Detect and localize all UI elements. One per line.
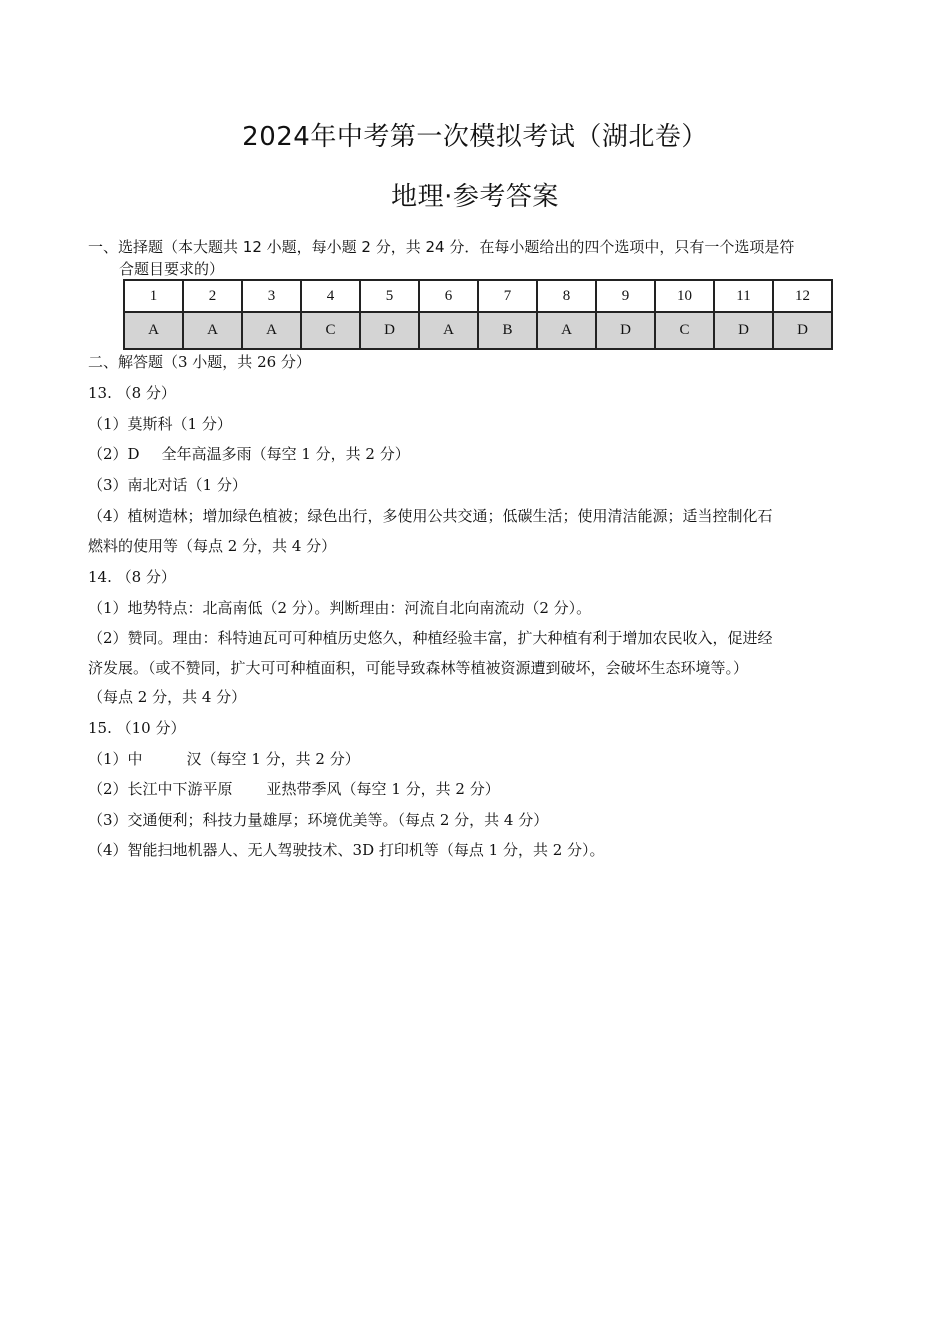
q14-answer-2-line1: （2）赞同。理由：科特迪瓦可可种植历史悠久，种植经验丰富，扩大种植有利于增加农民收入，促进经 [88,629,773,647]
q14-answer-2-line2: 济发展。（或不赞同，扩大可可种植面积，可能导致森林等植被资源遭到破坏，会破坏生态环境等。） [88,659,749,677]
question-number-cell: 8 [537,280,596,312]
answer-cell: A [242,312,301,349]
q15-heading: 15. （10 分） [88,719,186,737]
answer-cell: D [360,312,419,349]
answer-cell: D [773,312,832,349]
q15-answer-2 [88,778,500,799]
answer-cell: D [714,312,773,349]
question-number-cell: 10 [655,280,714,312]
question-number-cell: 4 [301,280,360,312]
answer-table-answer-row [124,312,832,349]
question-number-cell: 5 [360,280,419,312]
question-number-cell: 7 [478,280,537,312]
answer-table-number-row [124,280,832,312]
q14-answer-1: （1）地势特点：北高南低（2 分）。判断理由：河流自北向南流动（2 分）。 [88,599,592,617]
answer-cell: A [419,312,478,349]
answer-cell: C [655,312,714,349]
q13-answer-3: （3）南北对话（1 分） [88,476,247,494]
q15-answer-3: （3）交通便利；科技力量雄厚；环境优美等。（每点 2 分，共 4 分） [88,811,549,829]
answer-cell: B [478,312,537,349]
q15-answer-2-part1: （2）长江中下游平原 [88,780,233,798]
answer-cell: D [596,312,655,349]
q13-answer-4-line1: （4）植树造林；增加绿色植被；绿色出行，多使用公共交通；低碳生活；使用清洁能源；适当控制化石 [88,507,773,525]
section1-heading-line2: 合题目要求的） [119,260,225,278]
page-title: 2024年中考第一次模拟考试（湖北卷） [242,122,708,152]
q13-answer-1: （1）莫斯科（1 分） [88,415,232,433]
q15-answer-1-part1: （1）中 [88,750,143,768]
question-number-cell: 3 [242,280,301,312]
answer-table [123,279,833,350]
q13-answer-2-part2: 全年高温多雨（每空 1 分，共 2 分） [161,445,410,463]
q15-answer-4: （4）智能扫地机器人、无人驾驶技术、3D 打印机等（每点 1 分，共 2 分）。 [88,841,605,859]
answer-cell: A [124,312,183,349]
q15-answer-1 [88,748,360,769]
question-number-cell: 12 [773,280,832,312]
page-subtitle: 地理·参考答案 [391,182,559,212]
q13-answer-4-line2: 燃料的使用等（每点 2 分，共 4 分） [88,537,337,555]
q14-heading: 14. （8 分） [88,568,176,586]
q15-answer-2-part2: 亚热带季风（每空 1 分，共 2 分） [266,780,500,798]
q14-answer-2-line3: （每点 2 分，共 4 分） [88,688,247,706]
question-number-cell: 9 [596,280,655,312]
answer-cell: A [537,312,596,349]
q15-answer-1-part2: 汉（每空 1 分，共 2 分） [186,750,360,768]
answer-cell: C [301,312,360,349]
q13-answer-2-part1: （2）D [88,445,140,463]
question-number-cell: 2 [183,280,242,312]
q13-answer-2 [88,443,410,464]
question-number-cell: 11 [714,280,773,312]
section1-heading [88,236,868,280]
answer-cell: A [183,312,242,349]
question-number-cell: 1 [124,280,183,312]
section1-heading-line1: 一、选择题（本大题共 12 小题，每小题 2 分，共 24 分．在每小题给出的四个选项中，只有一个选项是符 [88,238,795,256]
question-number-cell: 6 [419,280,478,312]
q13-heading: 13. （8 分） [88,384,176,402]
section2-heading: 二、解答题（3 小题，共 26 分） [88,353,311,371]
